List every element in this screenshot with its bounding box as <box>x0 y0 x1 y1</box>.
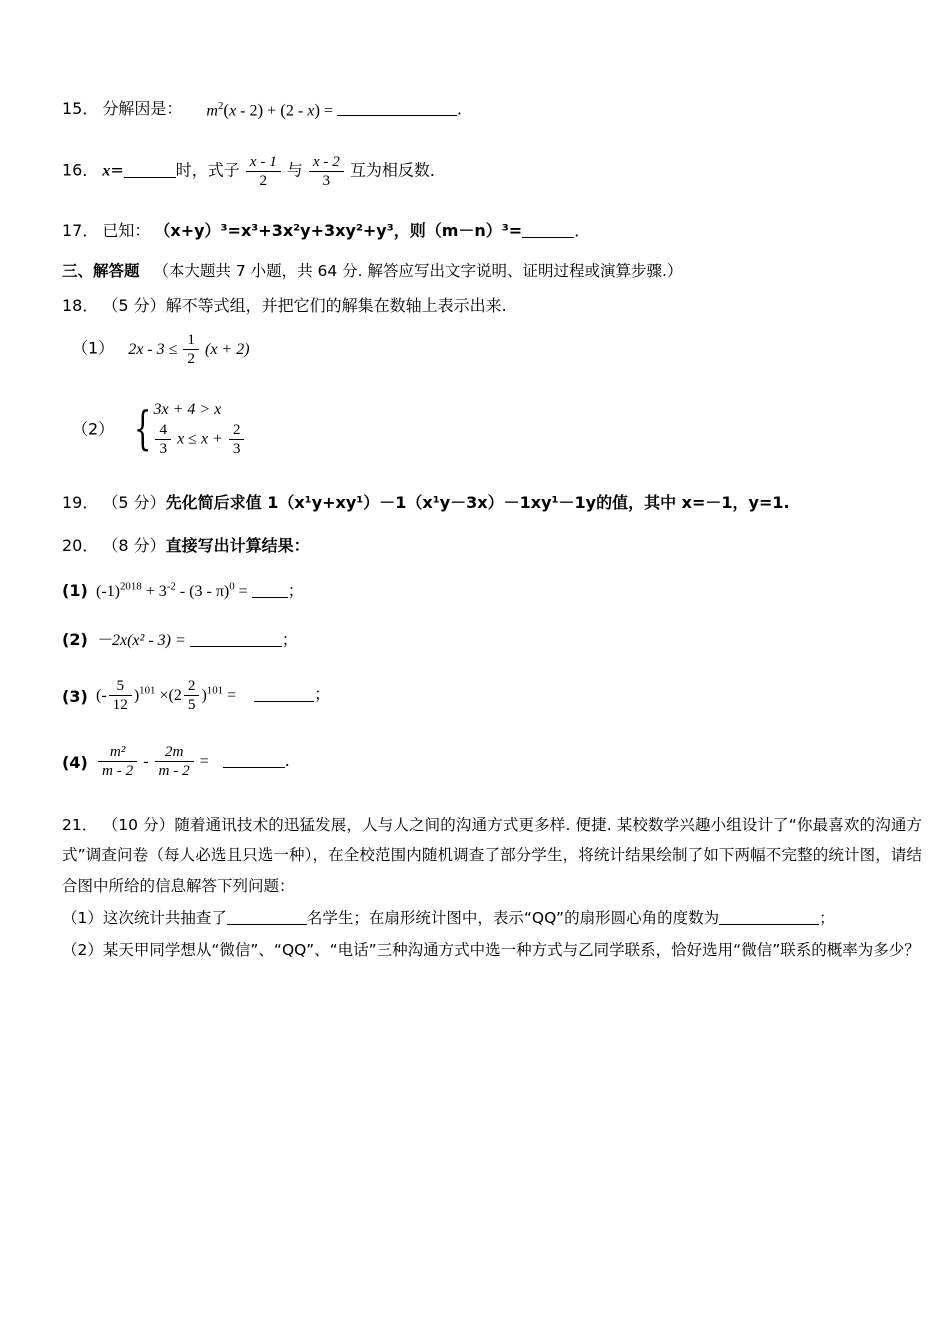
sub-3-equals: = <box>227 686 237 704</box>
sub-3-frac1-numerator: 5 <box>116 677 125 695</box>
question-16-number: 16 <box>62 161 83 181</box>
question-21-sub-1-row <box>62 903 922 933</box>
section-3-heading-row <box>62 259 922 281</box>
system-row-2-fraction-1 <box>155 421 171 457</box>
sub-1-term-b: 3 <box>158 583 167 601</box>
question-18-part-1-label: （1） <box>72 339 115 359</box>
question-20-prompt: 直接写出计算结果： <box>165 536 310 556</box>
question-15-prompt: 分解因是： <box>102 99 183 118</box>
question-21-body-row <box>62 810 922 901</box>
sub-3-expression <box>96 677 240 713</box>
sub-4-minus: - <box>143 752 149 770</box>
sub-3-label: (3) <box>62 686 88 706</box>
sub-3-times: × <box>159 686 169 704</box>
sub-3-lparen: (- <box>96 686 107 704</box>
part-1-fraction-numerator: 1 <box>187 331 195 349</box>
part-1-right: (x + 2) <box>205 341 250 359</box>
question-18-dot: ． <box>82 296 99 316</box>
row2-frac2-numerator: 2 <box>232 421 241 439</box>
expr-paren2-minus: - <box>297 102 304 120</box>
expr-plus: + <box>267 102 277 120</box>
expr-m: m <box>206 102 218 120</box>
question-21-sub-1-part-a: （1）这次统计共抽查了 <box>62 908 227 927</box>
sub-2-tail: ； <box>281 630 298 650</box>
question-19-dot: ． <box>82 493 99 513</box>
question-18-part-1 <box>72 332 922 368</box>
question-19 <box>62 490 922 513</box>
part-1-fraction-denominator: 2 <box>183 349 199 367</box>
question-15-number: 15 <box>62 99 83 118</box>
brace-icon: { <box>134 401 152 456</box>
sub-4-expression <box>96 743 213 779</box>
sub-1-label: (1) <box>62 581 88 601</box>
question-21-sub-2-row <box>62 935 922 965</box>
sub-1-term-b-exponent: -2 <box>166 580 176 593</box>
question-21-sub-2: （2）某天甲同学想从“微信”、“QQ”、“电话”三种沟通方式中选一种方式与乙同学联系，恰好选用“微信”联系的概率为多少？ <box>62 941 920 960</box>
question-17-expression: （x+y）³=x³+3x²y+3xy²+y³，则（m－n）³= <box>154 221 523 241</box>
question-18-part-2 <box>72 398 922 458</box>
section-3-description: （本大题共 7 小题，共 64 分. 解答应写出文字说明、证明过程或演算步骤.） <box>153 262 683 281</box>
system-row-2 <box>153 422 246 458</box>
sub-3-fraction-1 <box>109 677 132 713</box>
question-21-dot: ． <box>81 816 98 835</box>
system-row-1-expression: 3x + 4 > x <box>153 401 222 419</box>
question-16-fraction-2 <box>309 153 344 189</box>
question-17-number: 17 <box>62 221 83 241</box>
question-21-sub-1-end: ； <box>819 908 835 927</box>
sub-1-plus: + <box>145 583 155 601</box>
question-20-sub-1 <box>62 578 922 601</box>
sub-2-expression: －2x(x² - 3) = <box>96 632 186 650</box>
sub-1-term-c-exponent: 0 <box>229 580 235 593</box>
sub-3-frac1-denominator: 12 <box>109 695 132 713</box>
sub-3-rparen2: ) <box>201 686 207 704</box>
question-15-period: ． <box>457 99 474 118</box>
question-18-score: （5 分） <box>102 296 166 316</box>
question-17-answer-blank[interactable] <box>522 221 574 238</box>
sub-3-frac2-denominator: 5 <box>184 695 200 713</box>
sub-1-term-c: (3 - π) <box>189 583 230 601</box>
row2-frac1-numerator: 4 <box>159 421 168 439</box>
sub-2-label: (2) <box>62 630 88 650</box>
sub-1-minus: - <box>179 583 186 601</box>
expr-paren2-b: x <box>307 102 315 120</box>
expr-m-exponent: 2 <box>217 100 224 113</box>
sub-3-tail: ； <box>314 684 331 704</box>
part-1-fraction <box>183 331 199 367</box>
fraction-1-denominator: 2 <box>246 171 281 189</box>
question-16-answer-blank[interactable] <box>124 161 176 178</box>
system-row-1 <box>153 398 246 422</box>
sub-4-tail: ． <box>284 750 301 770</box>
question-20-sub-2 <box>62 627 922 650</box>
sub-4-frac1-denominator: m - 2 <box>98 761 137 779</box>
sub-1-expression <box>96 580 252 601</box>
question-15-answer-blank[interactable] <box>337 99 457 116</box>
question-21-sub-1-part-b: 名学生；在扇形统计图中，表示“QQ”的扇形圆心角的度数为 <box>306 908 720 927</box>
document-content <box>62 96 922 965</box>
sub-3-answer-blank[interactable] <box>254 685 314 702</box>
question-20-number: 20 <box>62 536 83 556</box>
question-21-number: 21 <box>62 816 82 835</box>
expr-paren2-a: 2 <box>285 102 294 120</box>
question-17-known: 已知： <box>102 221 151 241</box>
sub-1-equals: = <box>238 583 248 601</box>
sub-3-fraction-2 <box>184 677 200 713</box>
question-18-part-2-label: （2） <box>72 419 115 439</box>
row2-middle: x ≤ x + <box>177 431 223 448</box>
sub-4-frac1-numerator: m² <box>109 743 126 761</box>
question-20 <box>62 533 922 556</box>
question-18-prompt: 解不等式组，并把它们的解集在数轴上表示出来. <box>165 296 507 316</box>
question-17 <box>62 218 922 241</box>
question-19-number: 19 <box>62 493 83 513</box>
question-17-dot: ． <box>82 221 99 241</box>
sub-4-equals: = <box>199 752 209 770</box>
question-20-sub-3 <box>62 678 922 714</box>
question-15-dot: ． <box>82 99 99 118</box>
sub-4-label: (4) <box>62 752 88 772</box>
question-16 <box>62 154 922 190</box>
sub-1-term-a: (-1) <box>96 583 120 601</box>
system-row-2-fraction-2 <box>229 421 245 457</box>
sub-1-tail: ； <box>287 581 304 601</box>
question-21-blank-2[interactable] <box>719 908 819 925</box>
fraction-1-numerator: x - 1 <box>249 153 277 171</box>
question-16-fraction-1 <box>246 153 281 189</box>
expr-paren1-minus: - <box>240 102 246 120</box>
question-18-part-2-system <box>128 398 246 458</box>
section-3-heading: 三、解答题 <box>62 262 140 281</box>
question-18-number: 18 <box>62 296 83 316</box>
fraction-2-numerator: x - 2 <box>312 153 340 171</box>
sub-4-fraction-2 <box>155 743 194 779</box>
question-16-dot: ． <box>82 161 99 181</box>
sub-3-exponent-2: 101 <box>206 684 224 697</box>
question-20-dot: ． <box>82 536 99 556</box>
question-21-score: （10 分） <box>102 816 175 835</box>
sub-3-exponent-1: 101 <box>139 684 156 697</box>
question-21-blank-1[interactable] <box>227 908 307 925</box>
sub-1-answer-blank[interactable] <box>252 581 288 598</box>
question-16-equals: = <box>110 161 124 181</box>
question-16-tail: 互为相反数． <box>349 161 446 181</box>
sub-3-frac2-numerator: 2 <box>187 677 196 695</box>
sub-4-answer-blank[interactable] <box>223 751 285 768</box>
question-16-variable: x <box>102 163 111 181</box>
sub-1-term-a-exponent: 2018 <box>119 580 142 593</box>
question-18-part-1-expression <box>128 331 250 367</box>
sub-3-rparen: ) <box>133 686 140 704</box>
question-18 <box>62 293 922 316</box>
part-1-left: 2x - 3 ≤ <box>128 341 178 359</box>
fraction-2-denominator: 3 <box>309 171 344 189</box>
sub-2-answer-blank[interactable] <box>190 630 282 647</box>
expr-paren1-b: 2 <box>249 102 258 120</box>
question-17-tail: ． <box>574 221 591 241</box>
sub-3-lparen2: (2 <box>168 686 182 704</box>
row2-frac2-denominator: 3 <box>229 439 245 457</box>
question-16-yu: 与 <box>286 161 303 181</box>
sub-4-fraction-1 <box>98 743 137 779</box>
expr-equals: = <box>323 102 334 120</box>
sub-4-frac2-denominator: m - 2 <box>155 761 194 779</box>
question-19-score: （5 分） <box>102 493 166 513</box>
row2-frac1-denominator: 3 <box>155 439 171 457</box>
question-20-score: （8 分） <box>102 536 166 556</box>
question-21 <box>62 810 922 965</box>
question-16-text: 时，式子 <box>175 161 240 181</box>
question-15-expression: $m^2(x - 2) + (2 - x)$ = <box>206 100 334 120</box>
question-19-text: 先化简后求值 1（x¹y+xy¹）－1（x¹y－3x）－1xy¹－1y的值，其中 x=－1，y=1. <box>165 493 790 513</box>
expr-paren1-a: x <box>229 102 237 120</box>
question-20-sub-4 <box>62 744 922 780</box>
sub-4-frac2-numerator: 2m <box>164 743 184 761</box>
question-15 <box>62 96 922 120</box>
question-21-body: 随着通讯技术的迅猛发展，人与人之间的沟通方式更多样. 便捷. 某校数学兴趣小组设计了“你最喜欢的沟通方式”调查问卷（每人必选且只选一种），在全校范围内随机调查了部分学生，将统计结果绘制了如下两幅不完整的统计图，请结合图中所给的信息解答下列问题： <box>62 816 922 895</box>
